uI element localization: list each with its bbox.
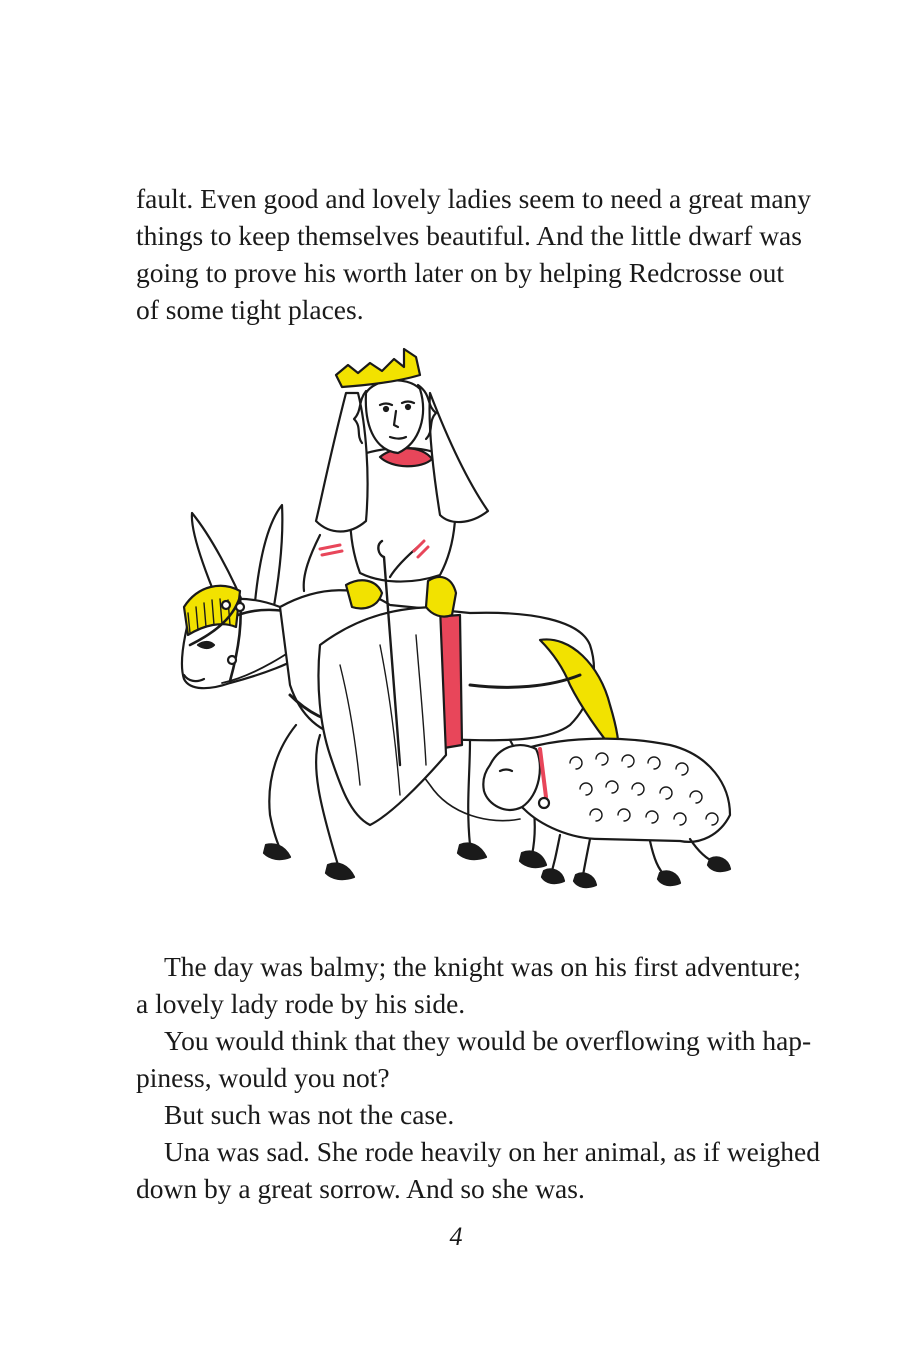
- text-line: Una was sad. She rode heavily on her animal, as if weighed: [164, 1136, 820, 1167]
- text-line: But such was not the case.: [164, 1099, 455, 1130]
- text-line: of some tight places.: [136, 294, 364, 325]
- text-line: things to keep themselves beautiful. And the little dwarf was: [136, 220, 802, 251]
- text-line: The day was balmy; the knight was on his first adventure;: [164, 951, 801, 982]
- una-donkey-lamb-illustration: [170, 345, 750, 905]
- page-number: 4: [449, 1222, 463, 1251]
- top-paragraph: [136, 180, 812, 328]
- text-line: going to prove his worth later on by helping Redcrosse out: [136, 257, 784, 288]
- rider-robe: [318, 607, 446, 825]
- text-line: piness, would you not?: [136, 1062, 390, 1093]
- text-line: down by a great sorrow. And so she was.: [136, 1173, 585, 1204]
- text-line: a lovely lady rode by his side.: [136, 988, 466, 1019]
- text-line: fault. Even good and lovely ladies seem to need a great many: [136, 183, 812, 214]
- bottom-paragraphs: [136, 948, 820, 1207]
- text-line: You would think that they would be overflowing with hap-: [164, 1025, 812, 1056]
